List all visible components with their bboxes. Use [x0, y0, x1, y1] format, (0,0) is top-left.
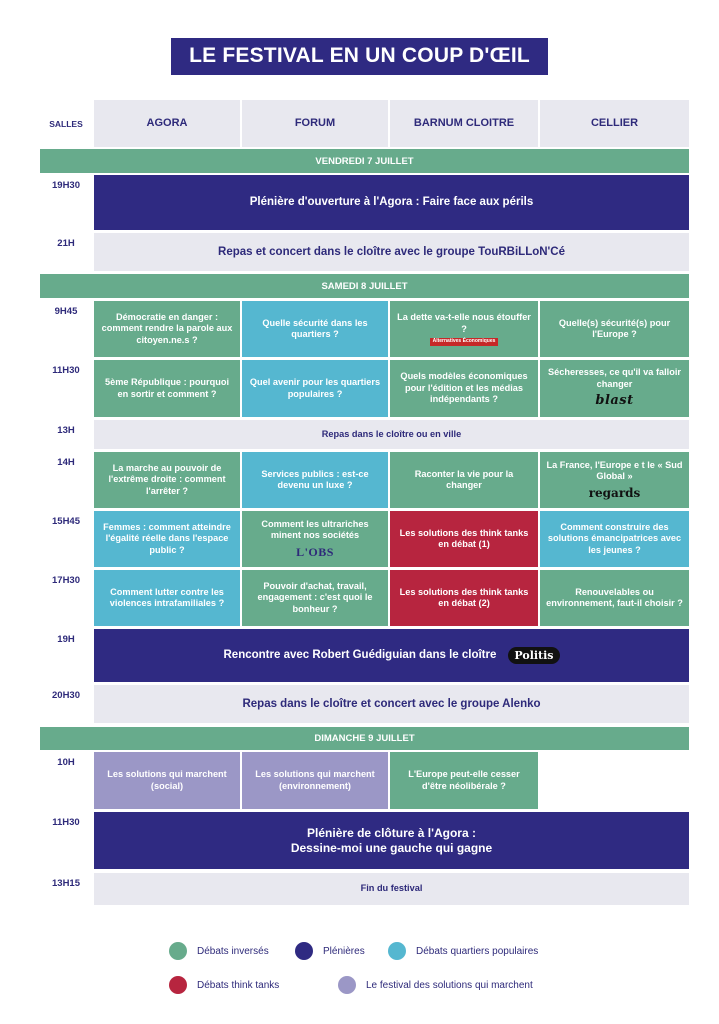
event-text: Sécheresses, ce qu'il va falloir changer: [548, 367, 681, 389]
legend-label: Le festival des solutions qui marchent: [366, 979, 533, 991]
event-cell: Les solutions des think tanks en débat (2): [390, 570, 538, 626]
legend-label: Plénières: [323, 945, 365, 957]
header-row: [40, 100, 690, 147]
legend-item-navy: [295, 942, 365, 960]
row-saturday-1730: [40, 570, 690, 626]
time-label: 20H30: [52, 690, 80, 701]
legend-label: Débats inversés: [197, 945, 269, 957]
event-cell-with-logo: [242, 511, 388, 567]
alternatives-economiques-logo: Alternatives Économiques: [430, 338, 499, 346]
event-closing-plenary: [94, 812, 689, 869]
event-cell: Les solutions qui marchent (social): [94, 752, 240, 809]
event-saturday-dinner: Repas dans le cloître et concert avec le groupe Alenko: [94, 685, 689, 723]
time-label: 14H: [57, 457, 75, 468]
event-cell: Quelle sécurité dans les quartiers ?: [242, 301, 388, 357]
time-label: 21H: [57, 238, 75, 249]
room-cellier: CELLIER: [540, 100, 689, 147]
event-cell: Quelle(s) sécurité(s) pour l'Europe ?: [540, 301, 689, 357]
event-cell: Quel avenir pour les quartiers populaires ?: [242, 360, 388, 417]
event-cell: Renouvelables ou environnement, faut-il choisir ?: [540, 570, 689, 626]
legend-item-green: [169, 942, 269, 960]
row-saturday-1900: [40, 629, 690, 682]
legend-item-blue: [388, 942, 538, 960]
event-cell: Femmes : comment atteindre l'égalité réelle dans l'espace public ?: [94, 511, 240, 567]
time-label: 17H30: [52, 575, 80, 586]
row-saturday-1400: [40, 452, 690, 508]
day-bar-friday: VENDREDI 7 JUILLET: [40, 149, 689, 173]
event-opening-plenary: Plénière d'ouverture à l'Agora : Faire face aux périls: [94, 175, 689, 230]
time-label: 10H: [57, 757, 75, 768]
event-cell-with-logo: [540, 360, 689, 417]
salles-label: SALLES: [49, 119, 83, 129]
room-barnum: BARNUM CLOITRE: [390, 100, 538, 147]
event-cell: Services publics : est-ce devenu un luxe ?: [242, 452, 388, 508]
regards-logo: regards: [588, 485, 641, 500]
event-cell: Comment construire des solutions émancipatrices avec les jeunes ?: [540, 511, 689, 567]
row-friday-1: [40, 175, 690, 230]
red-dot-icon: [169, 976, 187, 994]
event-cell-with-logo: [390, 301, 538, 357]
time-label: 15H45: [52, 516, 80, 527]
event-cell: Comment lutter contre les violences intrafamiliales ?: [94, 570, 240, 626]
row-friday-2: [40, 233, 690, 271]
legend-item-purple: [338, 976, 533, 994]
event-end: Fin du festival: [94, 873, 689, 905]
green-dot-icon: [169, 942, 187, 960]
time-label: 11H30: [52, 365, 80, 376]
time-label: 19H: [57, 634, 75, 645]
day-bar-saturday: SAMEDI 8 JUILLET: [40, 274, 689, 298]
time-label: 19H30: [52, 180, 80, 191]
event-text-line1: Plénière de clôture à l'Agora :: [307, 825, 476, 840]
event-text: Rencontre avec Robert Guédiguian dans le cloître: [223, 649, 497, 662]
legend-label: Débats quartiers populaires: [416, 945, 539, 957]
event-cell: L'Europe peut-elle cesser d'être néolibérale ?: [390, 752, 538, 809]
row-saturday-0945: [40, 301, 690, 357]
event-text-line2: Dessine-moi une gauche qui gagne: [290, 840, 493, 855]
event-cell: Pouvoir d'achat, travail, engagement : c'est quoi le bonheur ?: [242, 570, 388, 626]
event-cell-with-logo: [540, 452, 689, 508]
event-text: La dette va-t-elle nous étouffer ?: [397, 312, 531, 334]
day-bar-sunday: DIMANCHE 9 JUILLET: [40, 727, 689, 750]
event-friday-dinner: Repas et concert dans le cloître avec le groupe TouRBiLLoN'Cé: [94, 233, 689, 271]
time-label: 13H: [57, 425, 75, 436]
blue-dot-icon: [388, 942, 406, 960]
room-agora: AGORA: [94, 100, 240, 147]
row-saturday-2030: [40, 685, 690, 723]
row-saturday-1545: [40, 511, 690, 567]
legend-item-red: [169, 976, 279, 994]
row-saturday-1300: [40, 420, 690, 449]
event-cell: Les solutions des think tanks en débat (1): [390, 511, 538, 567]
blast-logo: blast: [595, 393, 634, 409]
event-guediguian: [94, 629, 689, 682]
row-sunday-1315: [40, 873, 690, 905]
page-title: LE FESTIVAL EN UN COUP D'ŒIL: [171, 38, 548, 75]
legend-label: Débats think tanks: [197, 979, 280, 991]
lobs-logo: L'OBS: [296, 544, 334, 559]
event-cell: 5ème République : pourquoi en sortir et comment ?: [94, 360, 240, 417]
title-wrapper: [0, 38, 719, 75]
time-label: 11H30: [52, 817, 80, 828]
row-saturday-1130: [40, 360, 690, 417]
politis-logo: Politis: [508, 647, 559, 665]
event-text: La France, l'Europe e t le « Sud Global »: [546, 459, 683, 481]
event-text: Comment les ultrariches minent nos sociétés: [261, 518, 369, 540]
event-cell: La marche au pouvoir de l'extrême droite : comment l'arrêter ?: [94, 452, 240, 508]
row-sunday-1130: [40, 812, 690, 869]
navy-dot-icon: [295, 942, 313, 960]
time-label: 9H45: [54, 306, 78, 317]
event-lunch: Repas dans le cloître ou en ville: [94, 420, 689, 449]
room-forum: FORUM: [242, 100, 388, 147]
time-label: 13H15: [52, 878, 80, 889]
event-cell: Démocratie en danger : comment rendre la parole aux citoyen.ne.s ?: [94, 301, 240, 357]
event-cell: Raconter la vie pour la changer: [390, 452, 538, 508]
purple-dot-icon: [338, 976, 356, 994]
event-cell: Les solutions qui marchent (environnement): [242, 752, 388, 809]
row-sunday-1000: [40, 752, 690, 809]
event-cell: Quels modèles économiques pour l'édition et les médias indépendants ?: [390, 360, 538, 417]
